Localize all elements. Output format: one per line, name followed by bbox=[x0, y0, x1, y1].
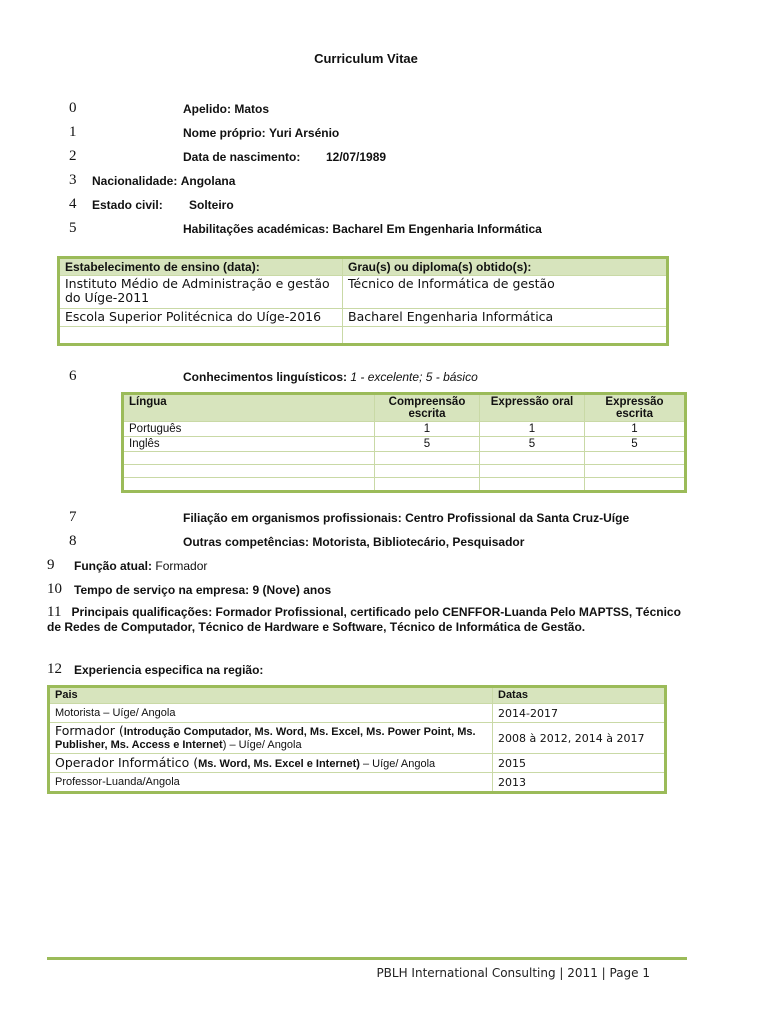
experience-header-country: Pais bbox=[49, 687, 493, 704]
education-header-institution: Estabelecimento de ensino (data): bbox=[59, 258, 343, 276]
table-row bbox=[123, 465, 686, 478]
lang-reading: 1 bbox=[375, 422, 480, 437]
field-qualifications: 11 Principais qualificações: Formador Profissional, certificado pelo CENFFOR-Luanda Pelo MAPTSS, Técnico de Redes de Computador, Técnico de Hardware e Software, Técnico de Informática de Gestão. bbox=[47, 604, 681, 634]
education-header-degree: Grau(s) ou diploma(s) obtido(s): bbox=[343, 258, 668, 276]
languages-table bbox=[121, 392, 687, 493]
field-service-time: Tempo de serviço na empresa: 9 (Nove) anos bbox=[74, 583, 332, 597]
item-number: 6 bbox=[69, 368, 77, 384]
experience-date: 2014-2017 bbox=[493, 704, 666, 723]
item-number: 10 bbox=[47, 581, 62, 597]
item-number: 7 bbox=[69, 509, 77, 525]
education-table bbox=[57, 256, 669, 346]
education-institution: Instituto Médio de Administração e gestão do Uíge-2011 bbox=[59, 276, 343, 309]
lang-name: Português bbox=[123, 422, 375, 437]
item-number: 4 bbox=[69, 196, 77, 212]
field-civil-status-value: Solteiro bbox=[189, 198, 234, 212]
field-education: Habilitações académicas: Bacharel Em Engenharia Informática bbox=[183, 222, 542, 236]
lang-header-speaking: Expressão oral bbox=[480, 394, 585, 422]
table-row bbox=[59, 309, 668, 327]
item-number: 2 bbox=[69, 148, 77, 164]
table-row bbox=[49, 773, 666, 793]
lang-speaking: 1 bbox=[480, 422, 585, 437]
field-first-name: Nome próprio: Yuri Arsénio bbox=[183, 126, 340, 140]
field-languages: Conhecimentos linguísticos: 1 - excelente; 5 - básico bbox=[183, 370, 478, 384]
field-nationality: Nacionalidade: Angolana bbox=[92, 174, 236, 188]
table-row bbox=[123, 437, 686, 452]
page-title: Curriculum Vitae bbox=[314, 51, 418, 66]
table-row bbox=[123, 422, 686, 437]
lang-name: Inglês bbox=[123, 437, 375, 452]
table-row bbox=[123, 452, 686, 465]
lang-writing: 5 bbox=[585, 437, 686, 452]
lang-speaking: 5 bbox=[480, 437, 585, 452]
field-surname: Apelido: Matos bbox=[183, 102, 270, 116]
table-row bbox=[49, 754, 666, 773]
item-number: 12 bbox=[47, 661, 62, 677]
lang-reading: 5 bbox=[375, 437, 480, 452]
item-number: 9 bbox=[47, 557, 55, 573]
experience-role: Professor-Luanda/Angola bbox=[49, 773, 493, 793]
lang-header-language: Língua bbox=[123, 394, 375, 422]
experience-date: 2015 bbox=[493, 754, 666, 773]
field-current-role: Função atual: Formador bbox=[74, 559, 208, 573]
experience-role: Operador Informático (Ms. Word, Ms. Excel e Internet) – Uíge/ Angola bbox=[49, 754, 493, 773]
field-affiliation: Filiação em organismos profissionais: Centro Profissional da Santa Cruz-Uíge bbox=[183, 511, 630, 525]
table-row bbox=[59, 327, 668, 345]
field-birthdate-value: 12/07/1989 bbox=[326, 150, 387, 164]
lang-header-writing: Expressão escrita bbox=[585, 394, 686, 422]
table-row bbox=[49, 704, 666, 723]
page-footer: PBLH International Consulting | 2011 | Page 1 bbox=[376, 966, 650, 980]
experience-table bbox=[47, 685, 667, 794]
item-number: 5 bbox=[69, 220, 77, 236]
field-regional-experience: Experiencia especifica na região: bbox=[74, 663, 264, 677]
experience-date: 2008 à 2012, 2014 à 2017 bbox=[493, 723, 666, 754]
education-degree bbox=[343, 327, 668, 345]
education-degree: Técnico de Informática de gestão bbox=[343, 276, 668, 309]
field-civil-status-label: Estado civil: bbox=[92, 198, 163, 212]
experience-header-dates: Datas bbox=[493, 687, 666, 704]
table-row bbox=[123, 478, 686, 492]
lang-header-reading: Compreensão escrita bbox=[375, 394, 480, 422]
lang-writing: 1 bbox=[585, 422, 686, 437]
education-institution: Escola Superior Politécnica do Uíge-2016 bbox=[59, 309, 343, 327]
item-number: 0 bbox=[69, 100, 77, 116]
field-other-skills: Outras competências: Motorista, Bibliotecário, Pesquisador bbox=[183, 535, 525, 549]
item-number: 8 bbox=[69, 533, 77, 549]
item-number: 1 bbox=[69, 124, 77, 140]
field-birthdate-label: Data de nascimento: bbox=[183, 150, 301, 164]
experience-role: Motorista – Uíge/ Angola bbox=[49, 704, 493, 723]
footer-divider bbox=[47, 957, 687, 960]
table-row bbox=[49, 723, 666, 754]
education-degree: Bacharel Engenharia Informática bbox=[343, 309, 668, 327]
table-row bbox=[59, 276, 668, 309]
item-number: 3 bbox=[69, 172, 77, 188]
education-institution bbox=[59, 327, 343, 345]
experience-date: 2013 bbox=[493, 773, 666, 793]
experience-role: Formador (Introdução Computador, Ms. Word, Ms. Excel, Ms. Power Point, Ms. Publisher, Ms. Access e Internet) – Uíge/ Angola bbox=[49, 723, 493, 754]
